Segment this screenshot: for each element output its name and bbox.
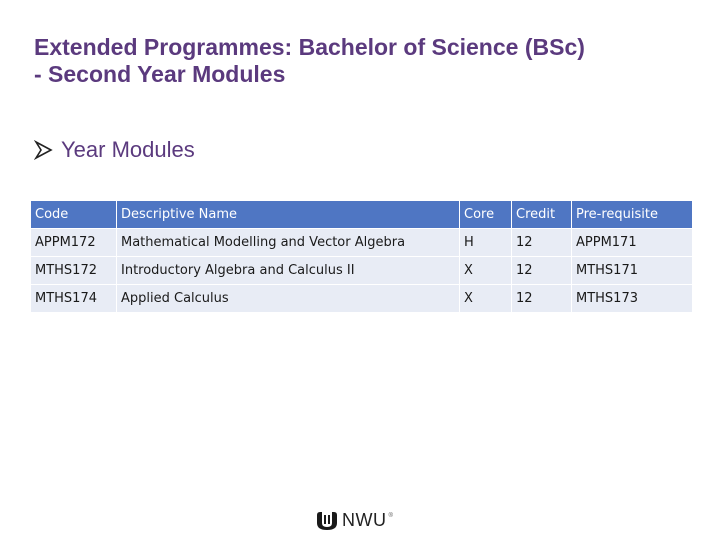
cell-code: APPM172 <box>31 229 117 257</box>
registered-mark: ® <box>388 513 393 519</box>
cell-prereq: MTHS171 <box>572 257 693 285</box>
table-row <box>31 285 693 313</box>
cell-name: Mathematical Modelling and Vector Algebra <box>117 229 460 257</box>
header-code: Code <box>31 201 117 229</box>
header-prereq: Pre-requisite <box>572 201 693 229</box>
slide-title <box>34 34 694 88</box>
slide-title-line1: Extended Programmes: Bachelor of Science (BSc) <box>34 34 585 60</box>
cell-code: MTHS174 <box>31 285 117 313</box>
header-credit: Credit <box>512 201 572 229</box>
cell-name: Applied Calculus <box>117 285 460 313</box>
cell-credit: 12 <box>512 285 572 313</box>
cell-credit: 12 <box>512 229 572 257</box>
table-header-row <box>31 201 693 229</box>
arrow-bullet-icon <box>34 139 54 161</box>
bullet-label: Year Modules <box>61 137 195 162</box>
cell-code: MTHS172 <box>31 257 117 285</box>
modules-table <box>30 200 693 313</box>
cell-core: X <box>460 285 512 313</box>
cell-credit: 12 <box>512 257 572 285</box>
cell-core: X <box>460 257 512 285</box>
slide-title-line2: - Second Year Modules <box>34 61 286 87</box>
nwu-logo-text: NWU <box>342 510 387 530</box>
cell-core: H <box>460 229 512 257</box>
header-core: Core <box>460 201 512 229</box>
cell-prereq: APPM171 <box>572 229 693 257</box>
table-row <box>31 257 693 285</box>
table-row <box>31 229 693 257</box>
nwu-logo-icon <box>316 511 338 531</box>
cell-prereq: MTHS173 <box>572 285 693 313</box>
bullet-item <box>34 137 195 163</box>
header-name: Descriptive Name <box>117 201 460 229</box>
cell-name: Introductory Algebra and Calculus II <box>117 257 460 285</box>
nwu-logo <box>316 510 393 531</box>
